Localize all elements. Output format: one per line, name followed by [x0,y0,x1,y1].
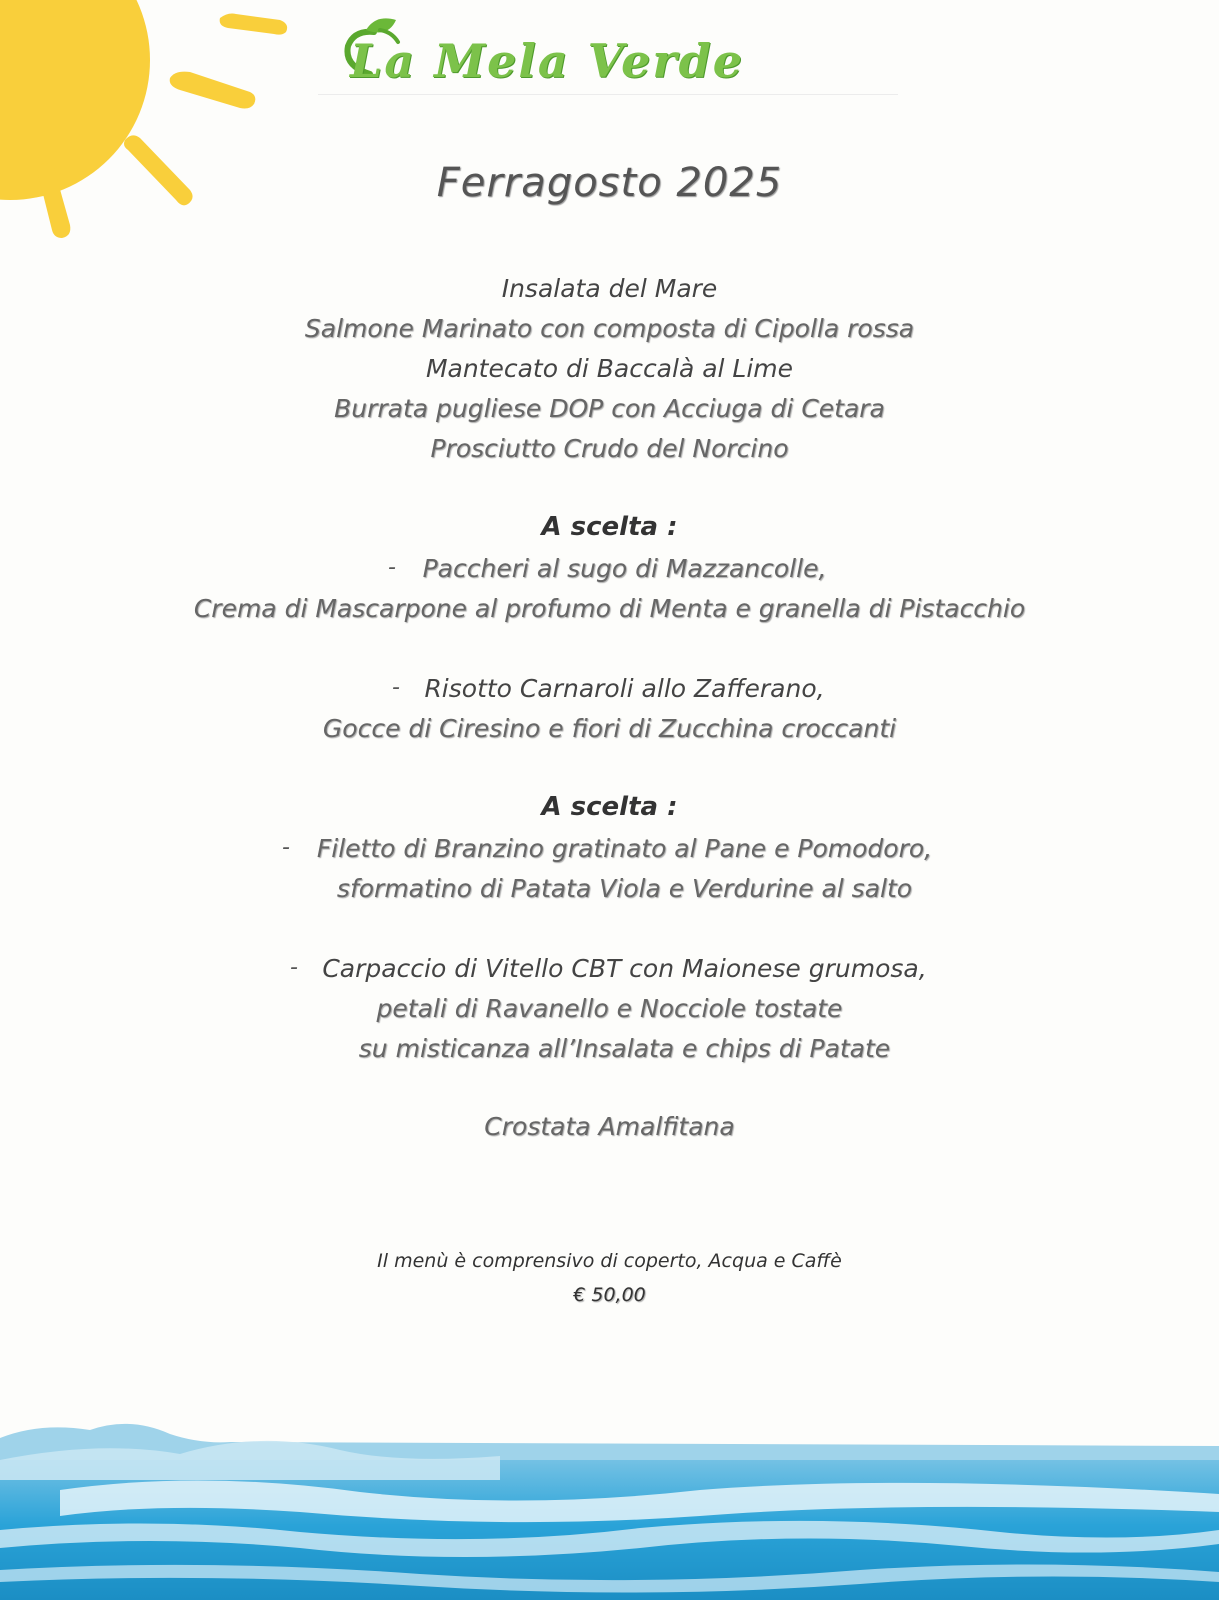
secondi-option-2-line-3: su misticanza all’Insalata e chips di Patate [358,1034,891,1063]
secondi-option-2-line-1: Carpaccio di Vitello CBT con Maionese grumosa, [322,954,927,983]
secondi-option-1-line-2: sformatino di Patata Viola e Verdurine al salto [336,874,913,903]
secondi-option-1-line-1: Filetto di Branzino gratinato al Pane e Pomodoro, [316,834,933,863]
antipasto-2: Salmone Marinato con composta di Cipolla rossa [304,314,915,343]
antipasto-4: Burrata pugliese DOP con Acciuga di Cetara [334,394,885,423]
antipasto-3: Mantecato di Baccalà al Lime [425,354,794,383]
antipasto-5: Prosciutto Crudo del Norcino [430,434,789,463]
logo-text: La Mela Verde [350,34,745,88]
secondi-option-2-dash: - [290,955,298,980]
secondi-heading: A scelta : [541,792,678,822]
menu-price: € 50,00 [573,1284,646,1306]
footer-note: Il menù è comprensivo di coperto, Acqua e Caffè [377,1250,842,1272]
primi-heading: A scelta : [541,512,678,542]
secondi-option-1-dash: - [282,835,290,860]
antipasto-1: Insalata del Mare [501,274,718,303]
primi-option-2-dash: - [392,675,400,700]
primi-option-2-line-1: Risotto Carnaroli allo Zafferano, [424,674,825,703]
sun-decoration [0,0,290,270]
dessert: Crostata Amalfitana [484,1112,735,1141]
primi-option-1-line-2: Crema di Mascarpone al profumo di Menta e granella di Pistacchio [193,594,1026,623]
primi-option-1-line-1: Paccheri al sugo di Mazzancolle, [422,554,827,583]
menu-title: Ferragosto 2025 [436,160,783,206]
sea-decoration [0,1420,1219,1600]
primi-option-1-dash: - [388,555,396,580]
secondi-option-2-line-2: petali di Ravanello e Nocciole tostate [376,994,843,1023]
primi-option-2-line-2: Gocce di Ciresino e fiori di Zucchina croccanti [322,714,897,743]
